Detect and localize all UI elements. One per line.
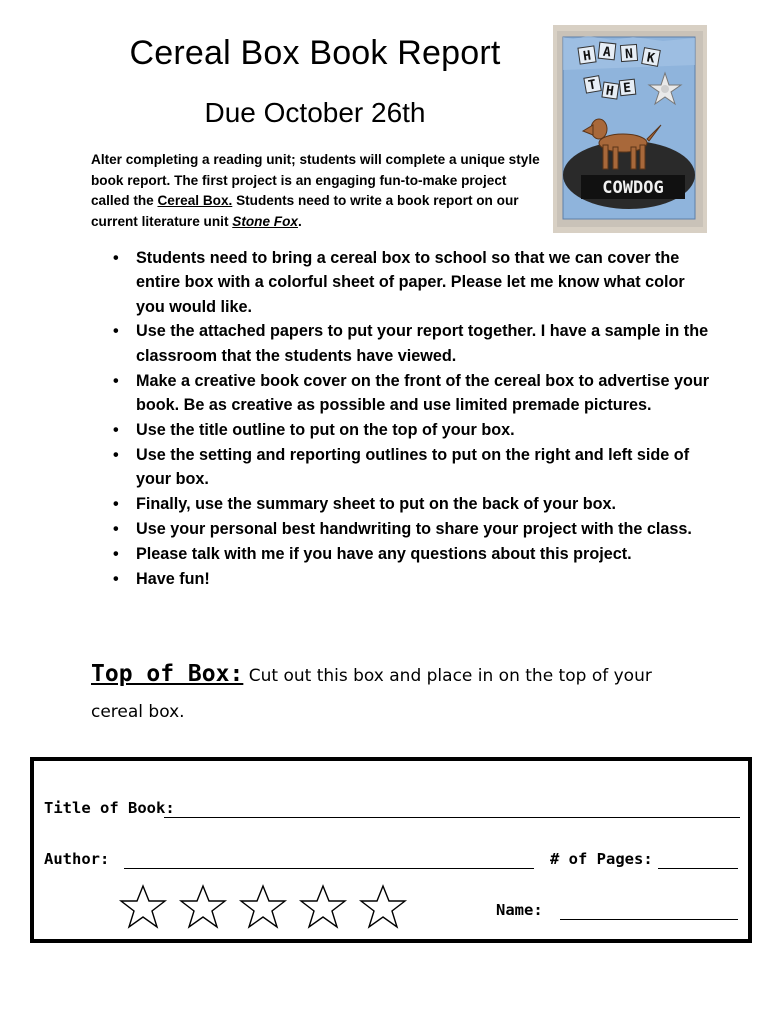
cereal-box-photo-image — [553, 25, 707, 233]
emphasis-right: right — [534, 445, 571, 464]
project-name: Cereal Box. — [157, 193, 233, 208]
list-item: • Finally, use the summary sheet to put on the back of your box. — [113, 494, 617, 513]
author-field[interactable] — [124, 868, 534, 869]
list-item-text: Students need to bring a cereal box to school so that we can cover the entire box with a colorful sheet of paper. Please let me know what color you would like. — [136, 249, 685, 316]
list-item: • Use the title outline to put on the top of your box. — [113, 420, 515, 439]
list-item: • Have fun! — [113, 569, 210, 588]
list-item: • Use your personal best handwriting to share your project with the class. — [113, 519, 692, 538]
author-label: Author: — [44, 850, 110, 868]
star-icon — [241, 886, 285, 927]
emphasis-left: left — [608, 445, 633, 464]
list-item-text: side of your box. — [136, 445, 690, 489]
star-icon — [301, 886, 345, 927]
emphasis-back: back — [482, 494, 519, 513]
list-item-text: Finally, use the summary sheet to put on the — [136, 494, 482, 513]
list-item-text: of your box. — [518, 494, 617, 513]
photo-letter: A — [602, 44, 612, 61]
intro-end: . — [297, 213, 302, 229]
list-item-text: Use the title outline to put on the — [136, 420, 393, 439]
intro-paragraph — [91, 150, 546, 232]
list-item: • Use the attached papers to put your report together. I have a sample in the classroom that the students have viewed. — [113, 322, 709, 365]
photo-letter: H — [604, 83, 615, 100]
top-of-box-section — [91, 656, 691, 730]
cereal-box-photo — [553, 25, 707, 233]
list-item-text: Please talk with me if you have any questions about this project. — [136, 544, 632, 563]
page-title: Cereal Box Book Report — [129, 34, 501, 72]
name-label: Name: — [496, 901, 543, 919]
star-icon — [121, 886, 165, 927]
title-field[interactable] — [164, 817, 740, 818]
list-item: • Make a creative book cover on the front of the cereal box to advertise your book. Be as creative as possible and use limited premade pictures. — [113, 371, 710, 414]
photo-letter: H — [582, 48, 593, 65]
name-field[interactable] — [560, 919, 738, 920]
pages-field[interactable] — [658, 868, 738, 869]
list-item: • Please talk with me if you have any questions about this project. — [113, 544, 632, 563]
intro-text-1: Alter completing a reading unit; students will complete a unique style book report. The first project is an engaging fun-to-make project called the — [91, 152, 540, 208]
photo-cowdog-text: COWDOG — [602, 178, 664, 198]
list-item-text: Have fun! — [136, 569, 210, 588]
top-of-box-label: Top of Box: — [91, 661, 244, 687]
list-item-text: Use your personal best handwriting to share your project with the class. — [136, 519, 692, 538]
instructions-list — [110, 246, 710, 592]
list-item: • Use the setting and reporting outlines to put on the right and left side of your box. — [113, 445, 690, 489]
intro-text-2: Students need to write a book report on our current literature unit — [91, 193, 519, 229]
list-item: • Students need to bring a cereal box to school so that we can cover the entire box with a colorful sheet of paper. Please let me know what color you would like. — [113, 249, 685, 316]
emphasis-top: top — [392, 420, 418, 439]
list-item-text: and — [570, 445, 609, 464]
top-of-box-instruction: Cut out this box and place in on the top of your cereal box. — [91, 666, 652, 722]
list-item-text: Make a creative book cover on the front of the cereal box to advertise your book. Be as creative as possible and use limited premade pictures. — [136, 371, 710, 414]
due-date: Due October 26th — [204, 97, 426, 128]
photo-letter: N — [624, 46, 634, 63]
title-label: Title of Book: — [44, 799, 175, 817]
list-item-text: Use the attached papers to put your report together. I have a sample in the classroom that the students have viewed. — [136, 322, 709, 365]
list-item-text: of your box. — [417, 420, 515, 439]
book-title: Stone Fox — [232, 213, 298, 229]
star-icon — [361, 886, 405, 927]
pages-label: # of Pages: — [550, 850, 653, 868]
photo-letter: K — [645, 50, 656, 67]
star-rating-graphic — [114, 883, 414, 931]
star-icon — [181, 886, 225, 927]
title-cutout-box — [30, 757, 752, 943]
photo-letter: T — [587, 77, 598, 94]
photo-letter: E — [622, 80, 632, 97]
rating-stars[interactable] — [114, 883, 414, 936]
list-item-text: Use the setting and reporting outlines to put on the — [136, 445, 535, 464]
